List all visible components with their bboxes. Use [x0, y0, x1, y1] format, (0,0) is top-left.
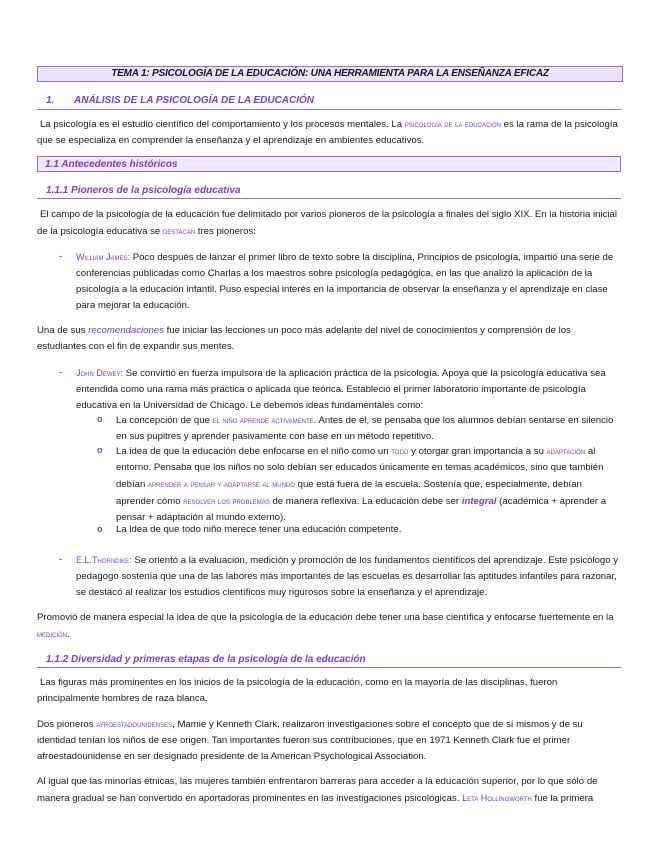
highlight-term: destacan	[162, 226, 196, 236]
highlight-term: recomendaciones	[88, 325, 164, 336]
list-item-james: - William James: Poco después de lanzar el primer libro de texto sobre la disciplina, Principios de psicología, impartió una serie de conferencias publicadas como Charlas a los maestros sobre psicología pedagógica, en las que analizó la aplicación de la psicología a la educación infantil. Puso especial interés en la importancia de observar la enseñanza y el aprendizaje en clase para mejorar la educación.	[76, 249, 621, 314]
highlight-term: el niño aprende activamente	[212, 415, 314, 425]
highlight-term: afroestadounidenses	[96, 719, 173, 729]
highlight-term: resolver los problemas	[183, 496, 270, 506]
highlight-term: aprender a pensar y adaptarse al mundo	[148, 479, 295, 489]
list-item-thorndike: - E.L.Thorndike: Se orientó a la evaluación, medición y promoción de los fundamentos científicos del aprendizaje. Este psicólogo y pedagogo sostenía que una de las labores más importantes de las escuelas es desarrollar las aptitudes infantiles para razonar, se destacó al realizar los estudios científicos muy rigurosos sobre la enseñanza y el aprendizaje.	[76, 552, 621, 601]
highlight-term: todo	[391, 446, 409, 456]
sublist-item-idea-1: o La concepción de que el niño aprende activamente. Antes de él, se pensaba que los alumnos debían sentarse en silencio en sus pupitres y aprender pasivamente con base en un método repetitivo.	[116, 412, 621, 445]
pioneer-name: John Dewey:	[76, 368, 124, 378]
section-heading-1	[37, 93, 621, 110]
highlight-term: adaptación	[546, 446, 586, 456]
sublist-item-idea-2: o La idea de que la educación debe enfocarse en el niño como un todo y otorgar gran importancia a su adaptación al entorno. Pensaba que los niños no solo debían ser educados únicamente en temas académicos, sino que también debían aprender a pensar y adaptarse al mundo que está fuera de la escuela. Sostenía que, especialmente, debían aprender cómo resolver los problemas de manera reflexiva. La educación debe ser integral (académica + aprender a pensar + adaptación al mundo externo).	[116, 443, 621, 526]
paragraph-figuras: Las figuras más prominentes en los inicios de la psicología de la educación, como en la mayoría de las disciplinas, fueron principalmente hombres de raza blanca.	[37, 677, 558, 704]
section-title: ANÁLISIS DE LA PSICOLOGÍA DE LA EDUCACIÓN	[74, 95, 315, 106]
paragraph-pioneros: El campo de la psicología de la educación fue delimitado por varios pioneros de la psicología a finales del siglo XIX. En la historia inicial de la psicología educativa se destacan tres pioneros:	[37, 209, 618, 237]
highlight-term: Leta Hollingworth	[462, 793, 532, 803]
paragraph-medicion: Promovió de manera especial la idea de que la psicología de la educación debe tener una base científica y enfocarse fuertemente en la medición.	[37, 612, 614, 640]
pioneer-name: William James:	[76, 252, 131, 262]
pioneer-name: E.L.Thorndike:	[76, 555, 132, 565]
subsection-heading-antecedentes: 1.1 Antecedentes históricos	[37, 156, 621, 172]
highlight-term: psicología de la educación	[404, 119, 501, 129]
paragraph-recomendaciones: Una de sus recomendaciones fue iniciar las lecciones un poco más adelante del nivel de conocimientos y comprensión de los estudiantes con el fin de expandir sus mentes.	[37, 325, 571, 352]
paragraph-mujeres: Al igual que las minorías étnicas, las mujeres también enfrentaron barreras para acceder a la educación superior, por lo que sólo de manera gradual se han convertido en aportadoras prominentes en las investigaciones psicológicas. Leta Hollingworth fue la primera	[37, 776, 598, 804]
sublist-item-idea-3: o La idea de que todo niño merece tener una educación competente.	[116, 522, 621, 538]
subsection-heading-pioneros: 1.1.1 Pioneros de la psicología educativa	[37, 183, 621, 199]
paragraph-intro: La psicología es el estudio científico del comportamiento y los procesos mentales. La psicología de la educación es la rama de la psicología que se especializa en comprender la enseñanza y el aprendizaje en ambientes educativos.	[37, 119, 618, 146]
highlight-term: integral	[461, 496, 497, 507]
list-item-dewey: - John Dewey: Se convirtió en fuerza impulsora de la aplicación práctica de la psicología. Apoya que la psicología educativa sea entendida como una rama más práctica o aplicada que teórica. Estableció el primer laboratorio importante de psicología educativa en la Universidad de Chicago. Le debemos ideas fundamentales como:	[76, 365, 621, 414]
document-title: TEMA 1: PSICOLOGÍA DE LA EDUCACIÓN: UNA HERRAMIENTA PARA LA ENSEÑANZA EFICAZ	[37, 66, 623, 82]
highlight-term: medición	[37, 629, 67, 639]
paragraph-clark: Dos pioneros afroestadounidenses, Mamie y Kenneth Clark, realizaron investigaciones sobre el concepto que de sí mismos y de su identidad tenían los niños de ese origen. Tan importantes fueron sus contribuciones, que en 1971 Kenneth Clark fue el primer afroestadounidense en ser designado presidente de la American Psychological Association.	[37, 719, 583, 762]
subsection-heading-diversidad: 1.1.2 Diversidad y primeras etapas de la psicología de la educación	[37, 652, 621, 668]
section-number: 1.	[46, 95, 55, 106]
